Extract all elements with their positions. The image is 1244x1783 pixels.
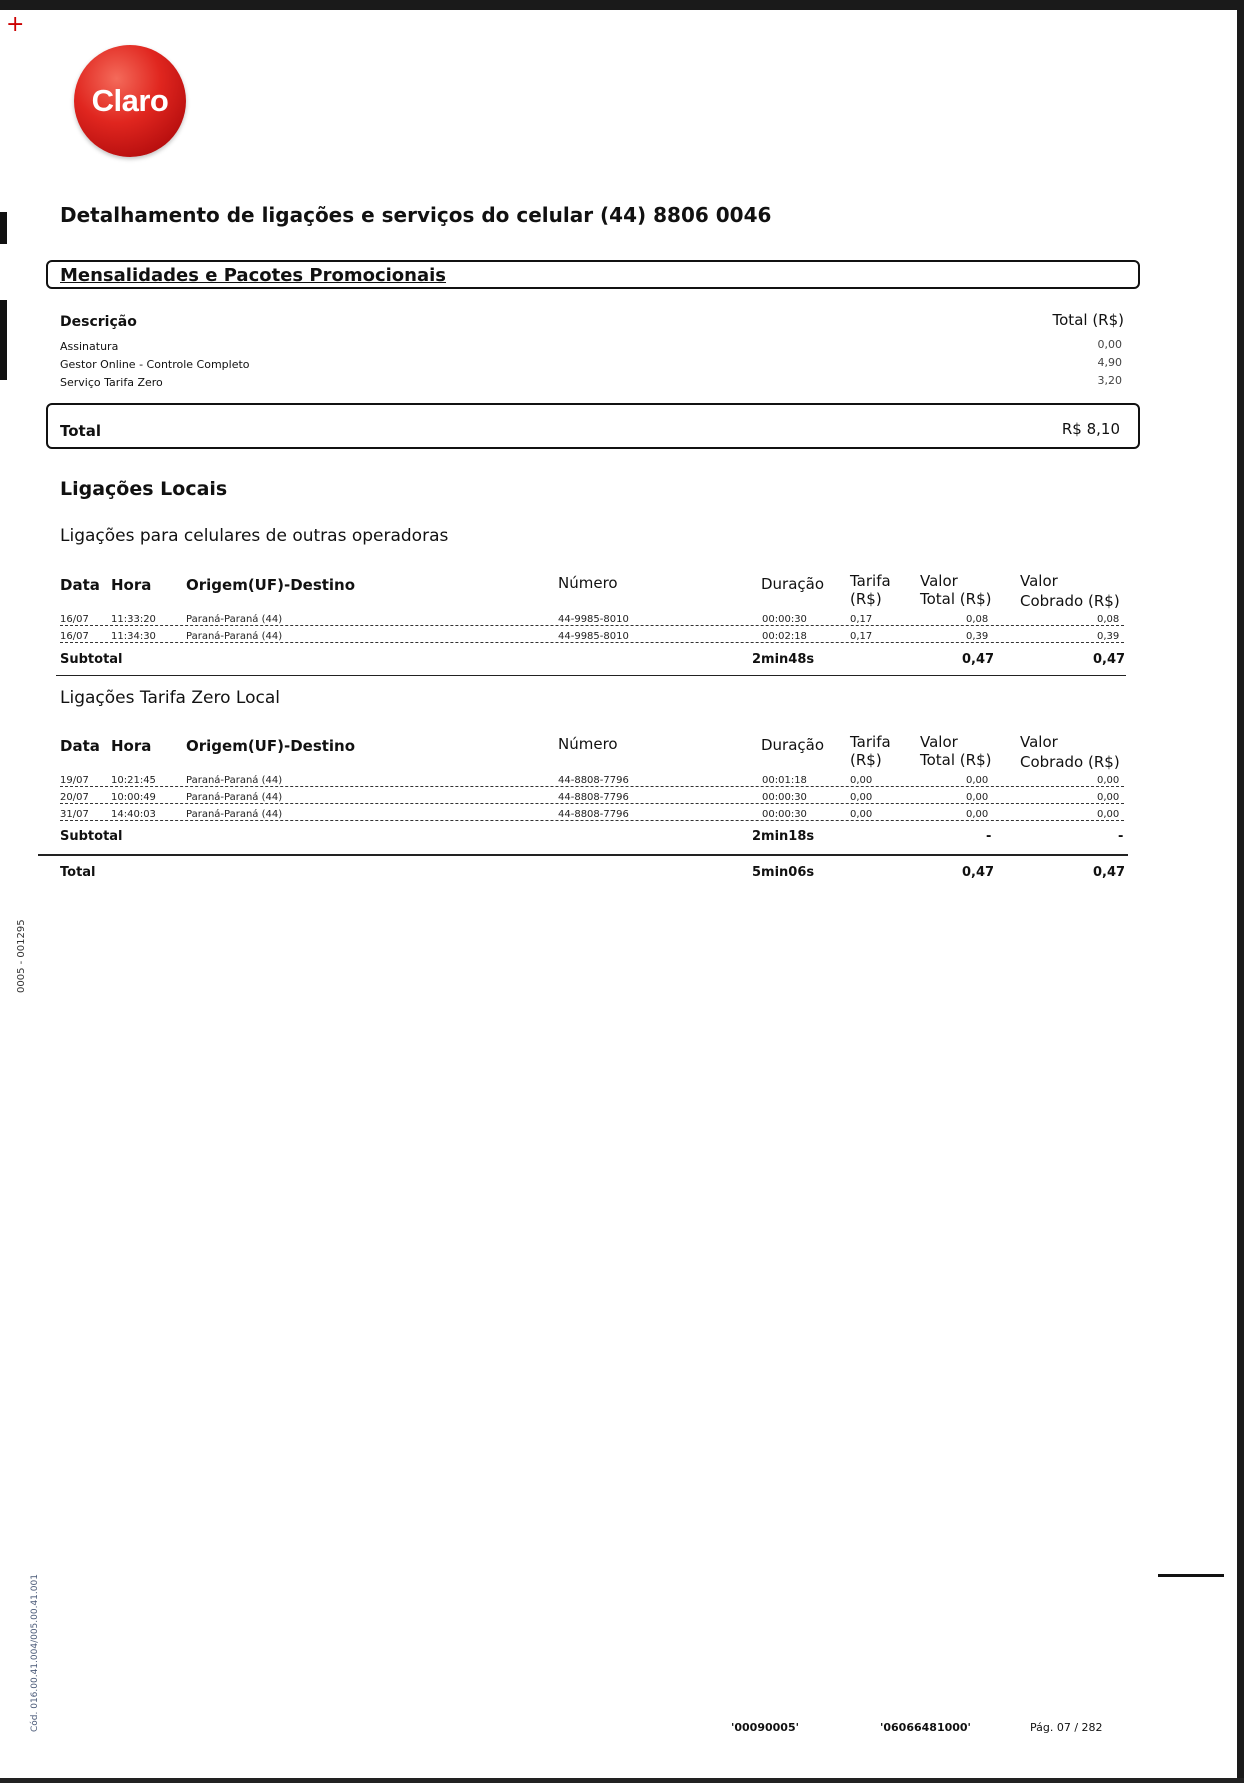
subtotal-label: Subtotal bbox=[60, 829, 123, 844]
table-row-hora: 11:33:20 bbox=[111, 614, 156, 625]
col-origem: Origem(UF)-Destino bbox=[186, 576, 356, 594]
table-row-tarifa: 0,00 bbox=[850, 775, 873, 786]
col-origem: Origem(UF)-Destino bbox=[186, 737, 356, 755]
table-row-data: 16/07 bbox=[60, 631, 89, 642]
table-row-tarifa: 0,17 bbox=[850, 614, 873, 625]
col-tarifa-unit: (R$) bbox=[850, 751, 882, 769]
col-valor-total: Valor bbox=[920, 733, 958, 751]
table-row-valor-cobrado: 0,08 bbox=[1097, 614, 1120, 625]
margin-form-code: Cód. 016.00.41.004/005.00.41.001 bbox=[30, 1574, 40, 1732]
col-valor-cobrado-unit: Cobrado (R$) bbox=[1020, 592, 1120, 610]
subtotal-valor-total: 0,47 bbox=[962, 652, 995, 667]
table-row-origem: Paraná-Paraná (44) bbox=[186, 631, 283, 642]
grand-total-label: Total bbox=[60, 865, 96, 880]
col-valor-total-unit: Total (R$) bbox=[920, 590, 992, 608]
table-row-numero: 44-8808-7796 bbox=[558, 792, 629, 803]
mensalidades-total-box bbox=[46, 403, 1140, 449]
table-row-numero: 44-9985-8010 bbox=[558, 631, 629, 642]
scan-edge-mark bbox=[0, 300, 7, 380]
description-column-header: Descrição bbox=[60, 314, 137, 330]
table-row-duracao: 00:00:30 bbox=[762, 792, 807, 803]
mensalidade-item-label: Serviço Tarifa Zero bbox=[60, 376, 163, 389]
table-row-hora: 10:00:49 bbox=[111, 792, 156, 803]
margin-code: 0005 - 001295 bbox=[16, 919, 27, 993]
document-title: Detalhamento de ligações e serviços do celular (44) 8806 0046 bbox=[60, 203, 772, 227]
table-row-tarifa: 0,00 bbox=[850, 809, 873, 820]
mensalidades-total-label: Total bbox=[60, 422, 101, 440]
col-data: Data bbox=[60, 737, 100, 755]
col-valor-total-unit: Total (R$) bbox=[920, 751, 992, 769]
col-valor-cobrado: Valor bbox=[1020, 572, 1058, 590]
col-hora: Hora bbox=[111, 737, 152, 755]
table-row-origem: Paraná-Paraná (44) bbox=[186, 775, 283, 786]
table-row-valor-cobrado: 0,00 bbox=[1097, 792, 1120, 803]
col-valor-cobrado-unit: Cobrado (R$) bbox=[1020, 753, 1120, 771]
mensalidade-item-label: Assinatura bbox=[60, 340, 119, 353]
table-row-valor-cobrado: 0,00 bbox=[1097, 775, 1120, 786]
table-row-origem: Paraná-Paraná (44) bbox=[186, 614, 283, 625]
grand-total-valor-total: 0,47 bbox=[962, 865, 995, 880]
ligacoes-locais-heading: Ligações Locais bbox=[60, 478, 228, 500]
mensalidade-item-value: 3,20 bbox=[1097, 374, 1122, 387]
col-numero: Número bbox=[558, 735, 618, 753]
mensalidade-item-label: Gestor Online - Controle Completo bbox=[60, 358, 250, 371]
scan-border-bottom bbox=[0, 1778, 1244, 1783]
table-row-hora: 14:40:03 bbox=[111, 809, 156, 820]
mensalidades-heading: Mensalidades e Pacotes Promocionais bbox=[60, 265, 447, 286]
row-separator bbox=[60, 803, 1124, 804]
table-row-valor-total: 0,00 bbox=[966, 775, 989, 786]
row-separator bbox=[60, 820, 1124, 821]
mensalidade-item-value: 0,00 bbox=[1097, 338, 1122, 351]
col-valor-total: Valor bbox=[920, 572, 958, 590]
col-hora: Hora bbox=[111, 576, 152, 594]
table-row-numero: 44-8808-7796 bbox=[558, 809, 629, 820]
table-row-numero: 44-8808-7796 bbox=[558, 775, 629, 786]
table-row-data: 19/07 bbox=[60, 775, 89, 786]
outras-operadoras-title: Ligações para celulares de outras operadoras bbox=[60, 526, 449, 546]
table-row-numero: 44-9985-8010 bbox=[558, 614, 629, 625]
grand-total-duracao: 5min06s bbox=[752, 865, 815, 880]
section-divider bbox=[38, 854, 1128, 856]
scan-border-right bbox=[1237, 0, 1244, 1783]
table-row-duracao: 00:02:18 bbox=[762, 631, 807, 642]
footer-ref-1: '00090005' bbox=[731, 1721, 799, 1734]
table-row-duracao: 00:01:18 bbox=[762, 775, 807, 786]
mensalidades-header-box bbox=[46, 260, 1140, 289]
row-separator bbox=[60, 642, 1124, 643]
table-row-valor-total: 0,00 bbox=[966, 809, 989, 820]
subtotal-valor-cobrado: 0,47 bbox=[1093, 652, 1126, 667]
scan-edge-mark bbox=[0, 212, 7, 244]
mensalidade-item-value: 4,90 bbox=[1097, 356, 1122, 369]
side-marker bbox=[1158, 1574, 1224, 1577]
table-row-valor-cobrado: 0,39 bbox=[1097, 631, 1120, 642]
col-tarifa: Tarifa bbox=[850, 572, 891, 590]
table-row-valor-total: 0,08 bbox=[966, 614, 989, 625]
subtotal-valor-total: - bbox=[986, 829, 992, 844]
subtotal-duracao: 2min18s bbox=[752, 829, 815, 844]
total-column-header: Total (R$) bbox=[1052, 311, 1124, 329]
col-tarifa: Tarifa bbox=[850, 733, 891, 751]
table-row-valor-cobrado: 0,00 bbox=[1097, 809, 1120, 820]
table-row-tarifa: 0,00 bbox=[850, 792, 873, 803]
mensalidades-total-value: R$ 8,10 bbox=[1061, 420, 1120, 438]
col-duracao: Duração bbox=[761, 736, 825, 754]
subtotal-duracao: 2min48s bbox=[752, 652, 815, 667]
row-separator bbox=[60, 625, 1124, 626]
col-data: Data bbox=[60, 576, 100, 594]
col-valor-cobrado: Valor bbox=[1020, 733, 1058, 751]
tarifa-zero-title: Ligações Tarifa Zero Local bbox=[60, 688, 280, 708]
table-row-data: 31/07 bbox=[60, 809, 89, 820]
page-number: Pág. 07 / 282 bbox=[1030, 1721, 1103, 1734]
section-divider bbox=[56, 675, 1126, 676]
table-row-valor-total: 0,00 bbox=[966, 792, 989, 803]
table-row-origem: Paraná-Paraná (44) bbox=[186, 809, 283, 820]
col-duracao: Duração bbox=[761, 575, 825, 593]
col-numero: Número bbox=[558, 574, 618, 592]
table-row-duracao: 00:00:30 bbox=[762, 809, 807, 820]
crop-mark-icon: + bbox=[6, 12, 25, 37]
footer-ref-2: '06066481000' bbox=[880, 1721, 971, 1734]
table-row-valor-total: 0,39 bbox=[966, 631, 989, 642]
table-row-duracao: 00:00:30 bbox=[762, 614, 807, 625]
logo-text: Claro bbox=[91, 83, 169, 118]
row-separator bbox=[60, 786, 1124, 787]
table-row-origem: Paraná-Paraná (44) bbox=[186, 792, 283, 803]
subtotal-valor-cobrado: - bbox=[1118, 829, 1124, 844]
table-row-data: 20/07 bbox=[60, 792, 89, 803]
col-tarifa-unit: (R$) bbox=[850, 590, 882, 608]
table-row-hora: 10:21:45 bbox=[111, 775, 156, 786]
table-row-tarifa: 0,17 bbox=[850, 631, 873, 642]
scan-border-top bbox=[0, 0, 1244, 10]
table-row-data: 16/07 bbox=[60, 614, 89, 625]
claro-logo bbox=[74, 45, 186, 157]
table-row-hora: 11:34:30 bbox=[111, 631, 156, 642]
subtotal-label: Subtotal bbox=[60, 652, 123, 667]
grand-total-valor-cobrado: 0,47 bbox=[1093, 865, 1126, 880]
